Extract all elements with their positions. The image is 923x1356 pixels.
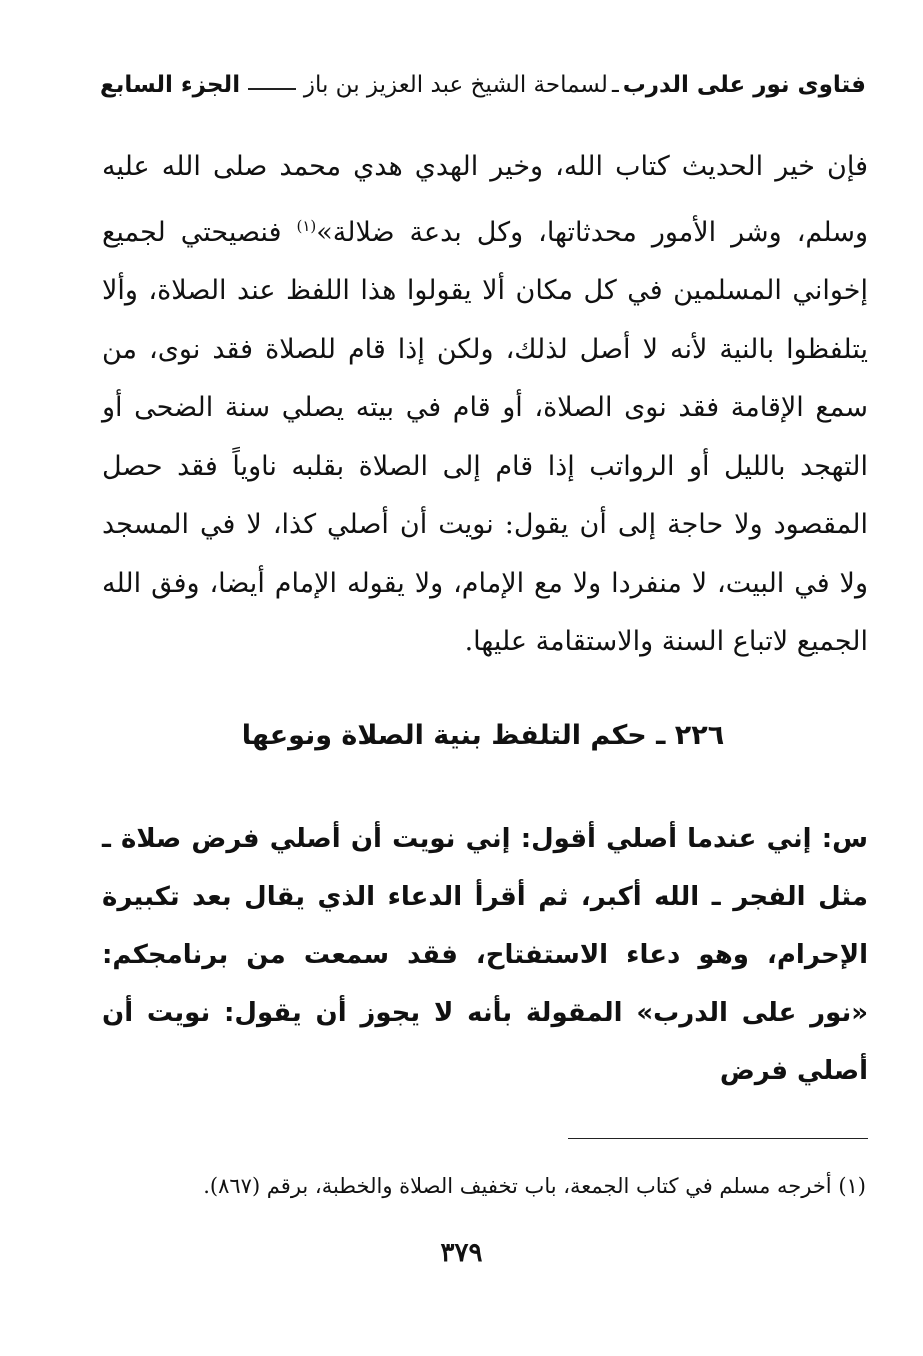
book-title: فتاوى نور على الدرب <box>622 72 866 98</box>
body-line: يتلفظوا بالنية لأنه لا أصل لذلك، ولكن إذا قام للصلاة فقد نوى، من <box>102 333 868 365</box>
body-line: إخواني المسلمين في كل مكان ألا يقولوا هذا اللفظ عند الصلاة، وألا <box>102 275 868 306</box>
body-line: ولا في البيت، لا منفردا ولا مع الإمام، ولا يقوله الإمام أيضا، وفق الله <box>102 567 868 599</box>
body-line: المقصود ولا حاجة إلى أن يقول: نويت أن أصلي كذا، لا في المسجد <box>102 509 868 540</box>
body-paragraph <box>102 138 868 672</box>
body-line: فنصيحتي لجميع <box>102 216 282 248</box>
question-line: س: إني عندما أصلي أقول: إني نويت أن أصلي فرض صلاة ـ مثل <box>102 824 868 912</box>
author-name: لسماحة الشيخ عبد العزيز بن باز <box>303 72 608 98</box>
section-title: ٢٢٦ ـ حكم التلفظ بنية الصلاة ونوعها <box>241 720 725 751</box>
footnote-divider <box>568 1138 868 1139</box>
question-line: الفجر ـ الله أكبر، ثم أقرأ الدعاء الذي يقال بعد تكبيرة الإحرام، <box>102 882 868 970</box>
running-header <box>100 72 866 98</box>
body-line: سمع الإقامة فقد نوى الصلاة، أو قام في بيته يصلي سنة الضحى أو <box>102 392 868 423</box>
body-line: الجميع لاتباع السنة والاستقامة عليها. <box>464 626 868 657</box>
part-label: الجزء السابع <box>100 72 241 98</box>
page-number: ٣٧٩ <box>440 1238 483 1268</box>
question-paragraph <box>102 810 868 1100</box>
question-line: وهو دعاء الاستفتاح، فقد سمعت من برنامجكم: «نور على <box>102 940 869 1028</box>
header-separator: ـ <box>611 72 619 98</box>
footnote-marker: (١) <box>296 216 317 235</box>
footnote: (١) أخرجه مسلم في كتاب الجمعة، باب تخفيف الصلاة والخطبة، برقم (٨٦٧). <box>203 1174 866 1198</box>
body-line: التهجد بالليل أو الرواتب إذا قام إلى الصلاة بقلبه ناوياً فقد حصل <box>102 450 868 482</box>
body-line: وسلم، وشر الأمور محدثاتها، وكل بدعة ضلالة» <box>316 216 869 248</box>
header-rule <box>248 88 296 90</box>
body-line: فإن خير الحديث كتاب الله، وخير الهدي هدي محمد صلى الله عليه <box>102 151 868 182</box>
question-line: الدرب» المقولة بأنه لا يجوز أن يقول: نويت أن أصلي فرض <box>102 998 868 1086</box>
